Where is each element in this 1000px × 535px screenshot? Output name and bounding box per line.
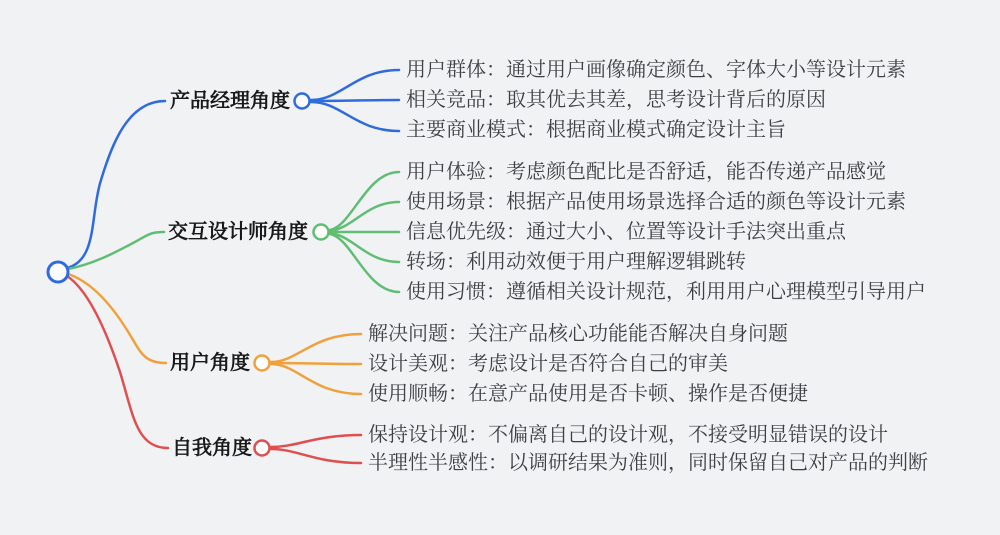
leaf-product-manager-1[interactable]: 相关竞品：取其优去其差，思考设计背后的原因 xyxy=(406,89,826,111)
edge-interaction-designer-leaf-3 xyxy=(330,233,399,262)
leaf-user-2[interactable]: 使用顺畅：在意产品使用是否卡顿、操作是否便捷 xyxy=(368,383,808,405)
leaf-interaction-designer-4[interactable]: 使用习惯：遵循相关设计规范，利用用户心理模型引导用户 xyxy=(406,281,926,303)
leaf-self-0[interactable]: 保持设计观：不偏离自己的设计观，不接受明显错误的设计 xyxy=(368,424,888,446)
edge-product-manager-leaf-0 xyxy=(311,70,399,100)
leaf-product-manager-2[interactable]: 主要商业模式：根据商业模式确定设计主旨 xyxy=(406,119,786,141)
edge-root-to-interaction-designer xyxy=(68,232,164,269)
edge-interaction-designer-leaf-1 xyxy=(330,202,399,231)
branch-label-self[interactable]: 自我角度 xyxy=(172,437,252,459)
branch-label-product-manager[interactable]: 产品经理角度 xyxy=(170,90,290,112)
edge-product-manager-leaf-1 xyxy=(311,100,399,101)
leaf-interaction-designer-0[interactable]: 用户体验：考虑颜色配比是否舒适，能否传递产品感觉 xyxy=(406,161,886,183)
edge-interaction-designer-leaf-0 xyxy=(330,172,399,230)
edge-root-to-user xyxy=(68,274,166,363)
edge-self-leaf-1 xyxy=(271,449,361,463)
leaf-self-1[interactable]: 半理性半感性：以调研结果为准则，同时保留自己对产品的判断 xyxy=(368,452,928,474)
edge-user-leaf-2 xyxy=(271,364,361,394)
leaf-interaction-designer-3[interactable]: 转场：利用动效便于用户理解逻辑跳转 xyxy=(406,251,746,273)
edge-root-to-product-manager xyxy=(67,101,165,268)
user-node-circle[interactable] xyxy=(255,356,270,371)
leaf-interaction-designer-2[interactable]: 信息优先级：通过大小、位置等设计手法突出重点 xyxy=(406,221,846,243)
branch-label-interaction-designer[interactable]: 交互设计师角度 xyxy=(168,221,308,243)
root-node-circle[interactable] xyxy=(48,262,68,282)
edge-interaction-designer-leaf-4 xyxy=(330,234,399,292)
edge-user-leaf-1 xyxy=(271,363,361,364)
edge-product-manager-leaf-2 xyxy=(311,102,399,131)
leaf-interaction-designer-1[interactable]: 使用场景：根据产品使用场景选择合适的颜色等设计元素 xyxy=(406,191,906,213)
branch-label-user[interactable]: 用户角度 xyxy=(170,352,250,374)
edge-user-leaf-0 xyxy=(271,334,361,362)
self-node-circle[interactable] xyxy=(255,441,270,456)
leaf-user-0[interactable]: 解决问题：关注产品核心功能能否解决自身问题 xyxy=(368,323,788,345)
product-manager-node-circle[interactable] xyxy=(295,94,310,109)
interaction-designer-node-circle[interactable] xyxy=(314,225,329,240)
leaf-user-1[interactable]: 设计美观：考虑设计是否符合自己的审美 xyxy=(368,353,728,375)
leaf-product-manager-0[interactable]: 用户群体：通过用户画像确定颜色、字体大小等设计元素 xyxy=(406,59,906,81)
edge-self-leaf-0 xyxy=(271,435,361,447)
